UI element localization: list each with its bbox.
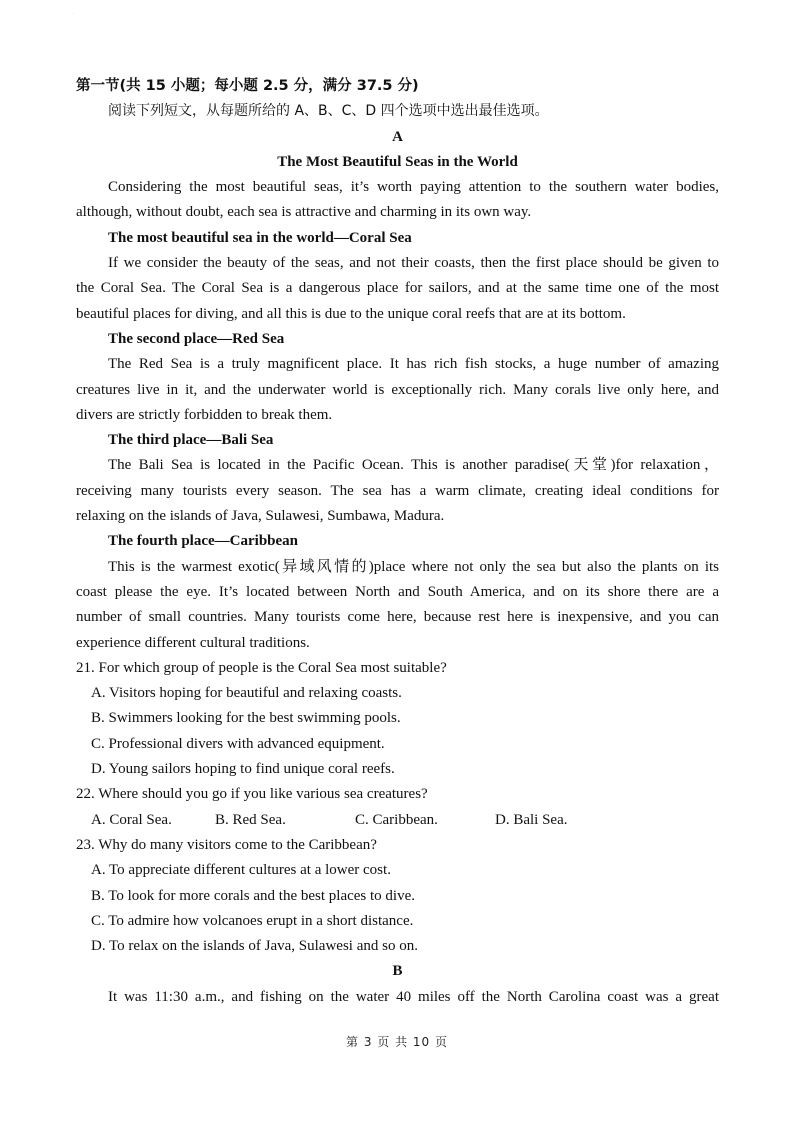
question-23-option-d: D. To relax on the islands of Java, Sulawesi and so on. [91,938,418,955]
question-21-stem: 21. For which group of people is the Coral Sea most suitable? [76,659,447,676]
question-23-option-b: B. To look for more corals and the best places to dive. [91,887,416,904]
passage-a-title: The Most Beautiful Seas in the World [277,153,518,170]
intro-line-1: Considering the most beautiful seas, it’s worth paying attention to the southern water bodies, [108,179,719,196]
subheading-caribbean: The fourth place—Caribbean [108,533,299,550]
question-22-option-b: B. Red Sea. [215,811,286,828]
caribbean-line-4: experience different cultural traditions. [76,634,310,651]
question-23-option-a: A. To appreciate different cultures at a lower cost. [91,862,391,879]
red-line-2: creatures live in it, and the underwater world is exceptionally rich. Many corals live only here, and [76,381,719,398]
coral-line-3: beautiful places for diving, and all this is due to the unique coral reefs that are at its bottom. [76,305,626,322]
passage-b-label: B [392,963,403,980]
question-22-option-a: A. Coral Sea. [91,811,172,828]
question-21-option-b: B. Swimmers looking for the best swimming pools. [91,710,401,727]
question-21-option-a: A. Visitors hoping for beautiful and relaxing coasts. [91,685,402,702]
instruction: 阅读下列短文，从每题所给的 A、B、C、D 四个选项中选出最佳选项。 [108,103,549,120]
coral-line-2: the Coral Sea. The Coral Sea is a dangerous place for sailors, and at the same time one of the most [76,280,719,297]
question-21-option-c: C. Professional divers with advanced equipment. [91,735,385,752]
red-line-3: divers are strictly forbidden to break them. [76,406,333,423]
question-22-stem: 22. Where should you go if you like various sea creatures? [76,786,428,803]
subheading-coral-sea: The most beautiful sea in the world—Coral Sea [108,229,412,246]
section-title: 第一节(共 15 小题；每小题 2.5 分，满分 37.5 分) [76,78,419,94]
question-22-option-d: D. Bali Sea. [495,811,568,828]
bali-line-3: relaxing on the islands of Java, Sulawesi, Sumbawa, Madura. [76,508,445,525]
caribbean-line-3: number of small countries. Many tourists come here, because rest here is inexpensive, and you can [76,609,719,626]
caribbean-line-2: coast please the eye. It’s located between North and South America, and on its shore there are a [76,583,719,600]
question-22-options [76,808,719,833]
question-23-stem: 23. Why do many visitors come to the Caribbean? [76,836,377,853]
exam-page [76,74,719,1010]
question-23-option-c: C. To admire how volcanoes erupt in a short distance. [91,912,414,929]
subheading-bali-sea: The third place—Bali Sea [108,432,274,449]
bali-line-1: The Bali Sea is located in the Pacific Ocean. This is another paradise(天堂)for relaxation， [108,457,719,474]
red-line-1: The Red Sea is a truly magnificent place. It has rich fish stocks, a huge number of amazing [108,356,719,373]
question-21-option-d: D. Young sailors hoping to find unique coral reefs. [91,761,395,778]
question-22-option-c: C. Caribbean. [355,811,438,828]
coral-line-1: If we consider the beauty of the seas, and not their coasts, then the first place should be given to [108,255,719,272]
caribbean-line-1: This is the warmest exotic(异域风情的)place where not only the sea but also the plants on its [108,558,719,575]
corner-mark: . [73,10,75,16]
bali-line-2: receiving many tourists every season. The sea has a warm climate, creating ideal conditions for [76,482,719,499]
intro-line-2: although, without doubt, each sea is attractive and charming in its own way. [76,204,532,221]
passage-a-label: A [392,128,403,145]
passage-b-line-1: It was 11:30 a.m., and fishing on the water 40 miles off the North Carolina coast was a great [108,988,719,1005]
subheading-red-sea: The second place—Red Sea [108,330,285,347]
page-footer: 第 3 页 共 10 页 [346,1035,448,1049]
